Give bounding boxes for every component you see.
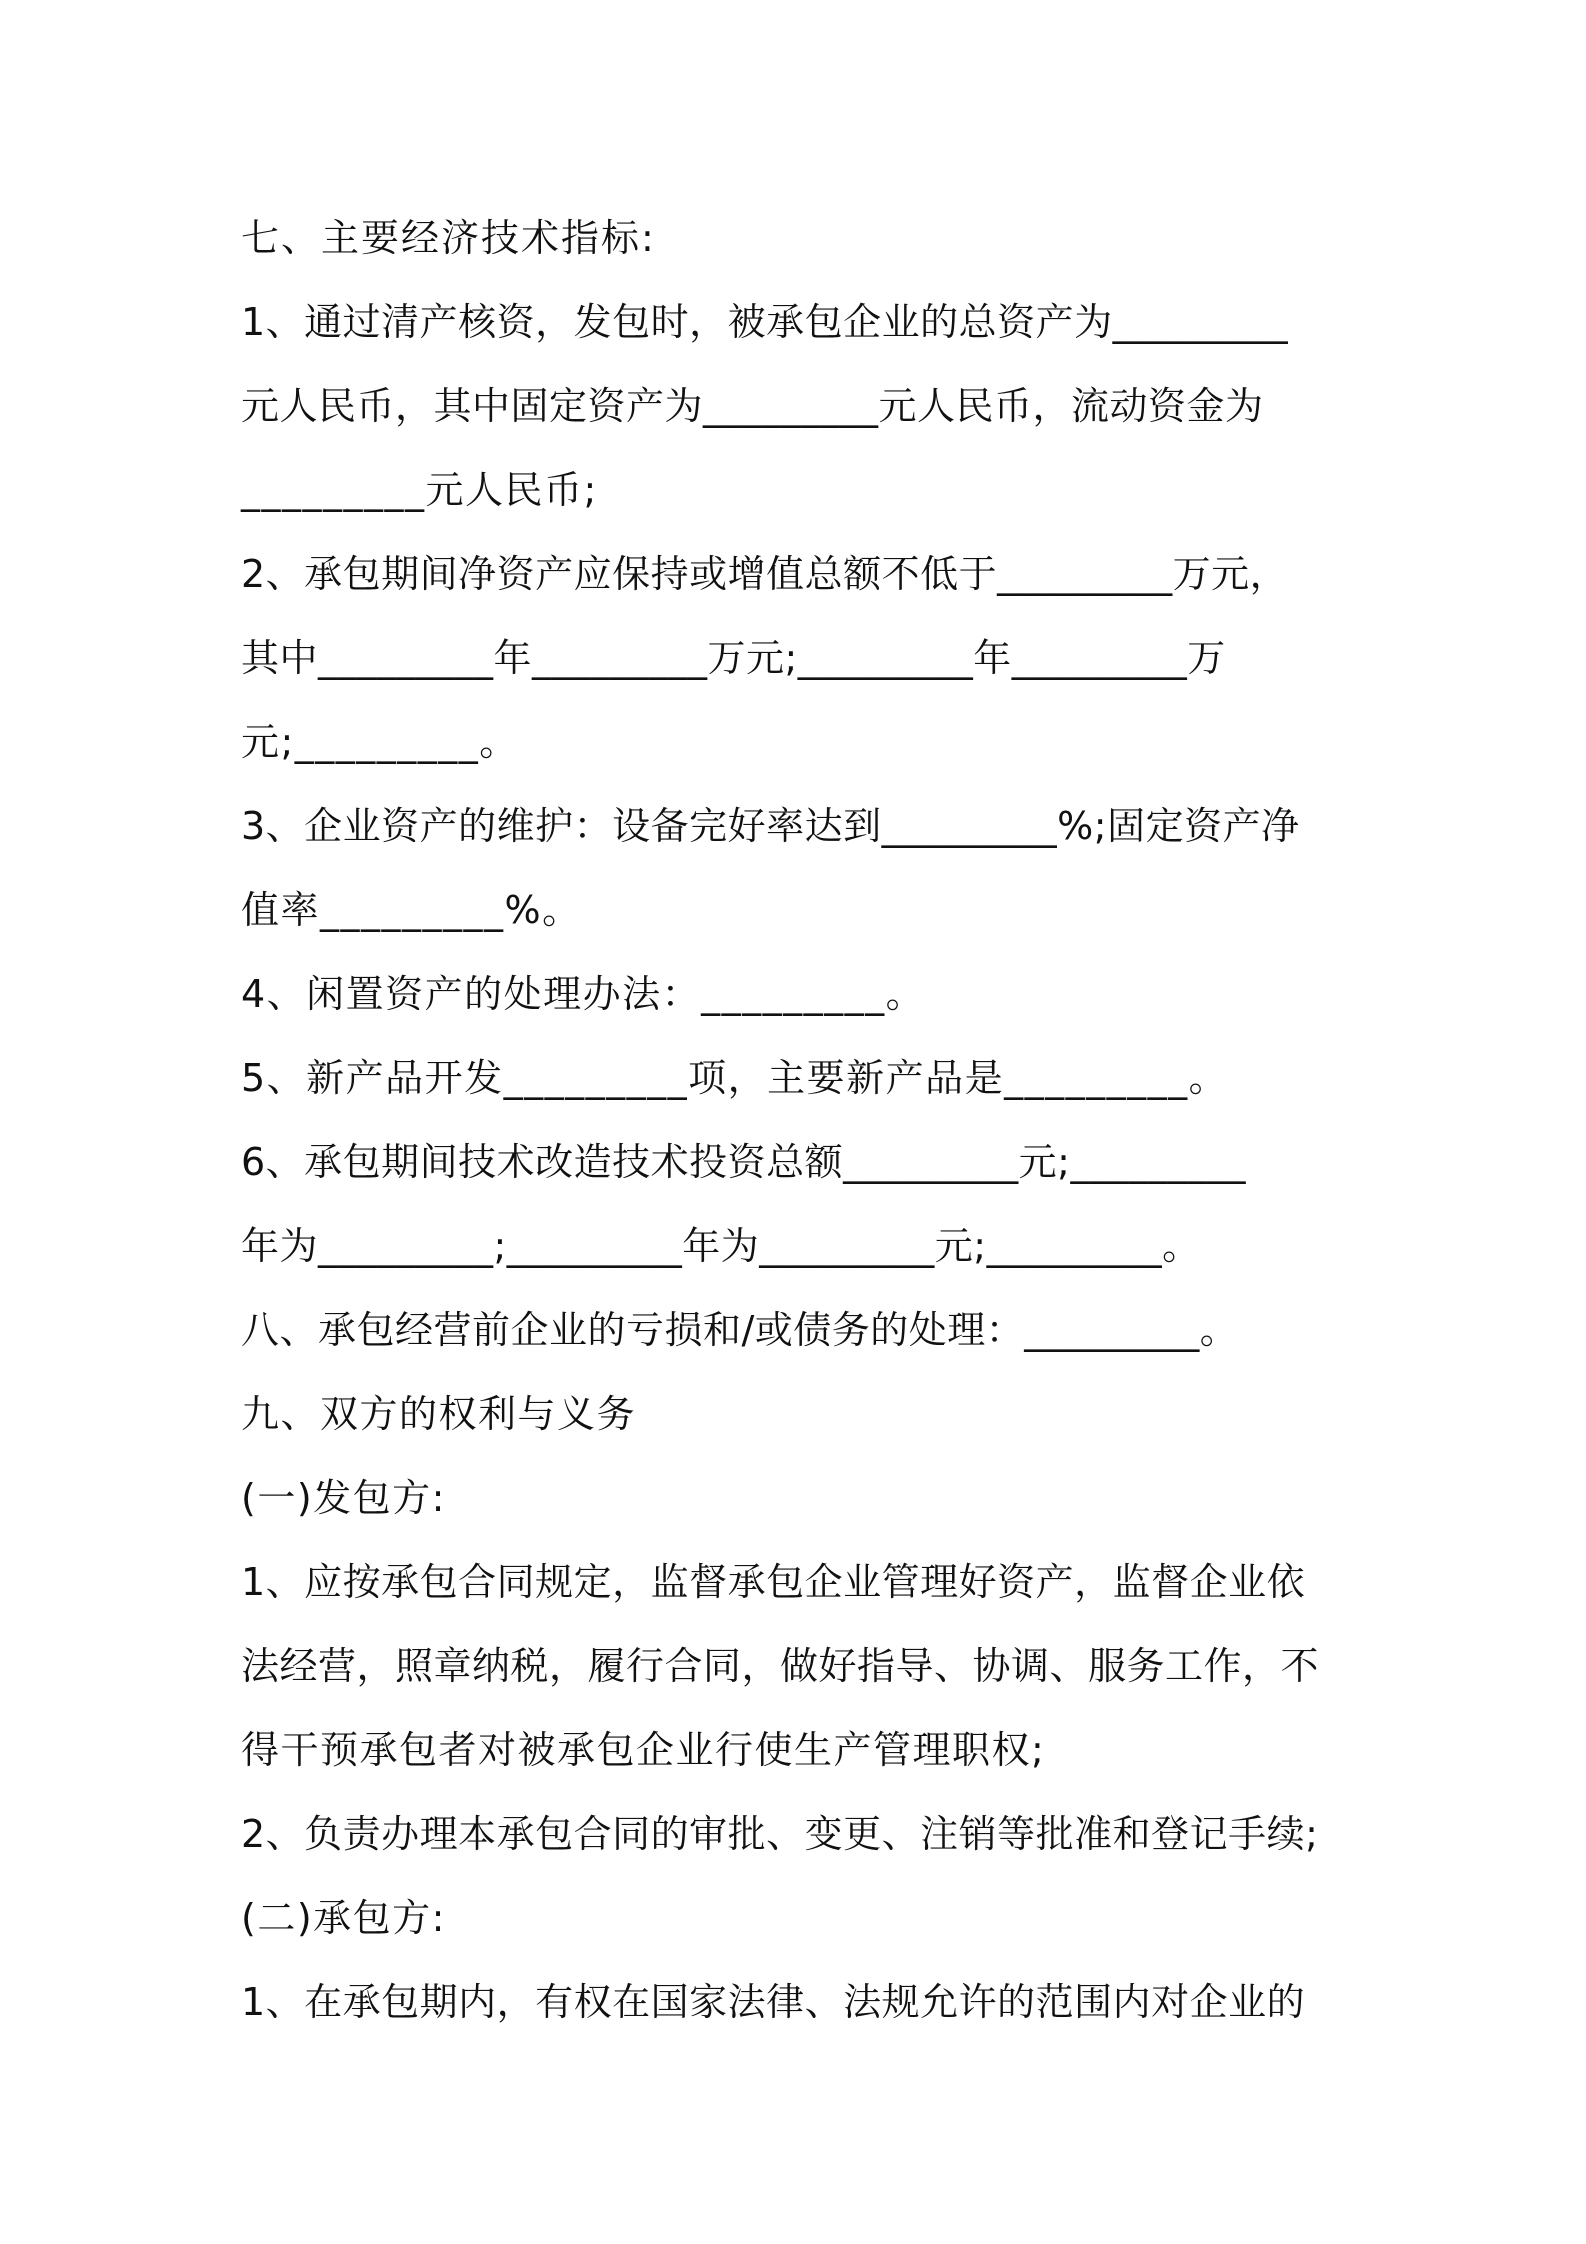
text-line: 得干预承包者对被承包企业行使生产管理职权; bbox=[241, 1728, 1046, 1772]
text-line: 2、负责办理本承包合同的审批、变更、注销等批准和登记手续; bbox=[241, 1812, 1319, 1856]
text-line: 元;_________。 bbox=[241, 720, 519, 764]
text-line: 5、新产品开发_________项，主要新产品是_________。 bbox=[241, 1056, 1229, 1100]
subsection-heading-employer: (一)发包方: bbox=[241, 1476, 446, 1520]
section-eight-heading: 八、承包经营前企业的亏损和/或债务的处理：_________。 bbox=[241, 1308, 1239, 1352]
section-seven-heading: 七、主要经济技术指标: bbox=[241, 216, 656, 260]
text-line: 元人民币，其中固定资产为_________元人民币，流动资金为 bbox=[241, 384, 1264, 428]
text-line: 值率_________%。 bbox=[241, 888, 582, 932]
text-line: 2、承包期间净资产应保持或增值总额不低于_________万元， bbox=[241, 552, 1289, 596]
text-line: 年为_________;_________年为_________元;_________。 bbox=[241, 1224, 1201, 1268]
text-line: 1、通过清产核资，发包时，被承包企业的总资产为_________ bbox=[241, 300, 1289, 344]
text-line: _________元人民币; bbox=[241, 468, 598, 512]
text-line: 法经营，照章纳税，履行合同，做好指导、协调、服务工作，不 bbox=[241, 1644, 1320, 1688]
text-line: 3、企业资产的维护：设备完好率达到_________%;固定资产净 bbox=[241, 804, 1300, 848]
text-line: 其中_________年_________万元;_________年_________万 bbox=[241, 636, 1226, 680]
contract-text bbox=[241, 196, 1361, 2044]
text-line: 1、应按承包合同规定，监督承包企业管理好资产，监督企业依 bbox=[241, 1560, 1306, 1604]
subsection-heading-contractor: (二)承包方: bbox=[241, 1896, 446, 1940]
text-line: 4、闲置资产的处理办法：_________。 bbox=[241, 972, 926, 1016]
section-nine-heading: 九、双方的权利与义务 bbox=[241, 1392, 637, 1436]
text-line: 1、在承包期内，有权在国家法律、法规允许的范围内对企业的 bbox=[241, 1980, 1306, 2024]
text-line: 6、承包期间技术改造技术投资总额_________元;_________ bbox=[241, 1140, 1246, 1184]
